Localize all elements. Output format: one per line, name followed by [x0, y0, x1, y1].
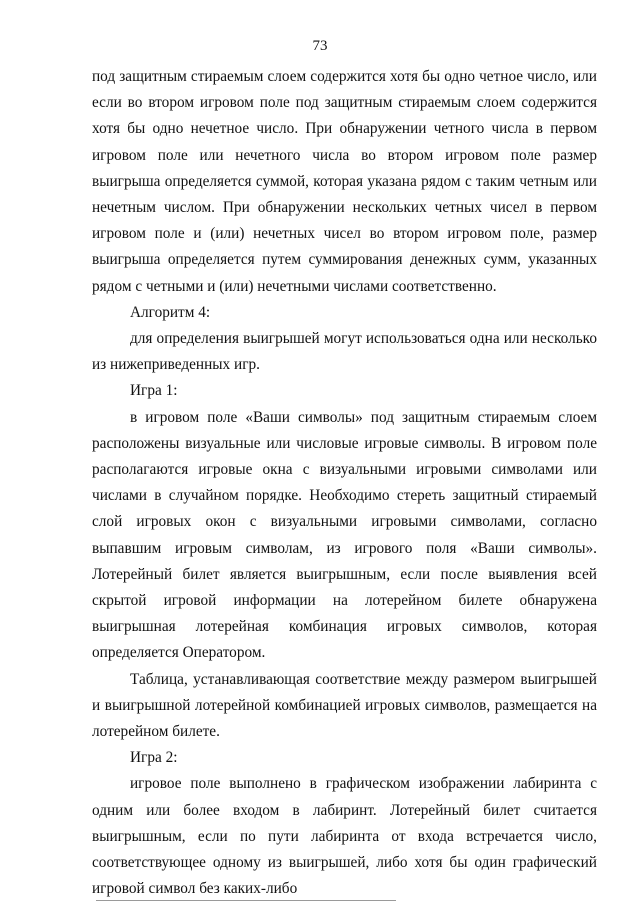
paragraph-algorithm-4-intro: для определения выигрышей могут использоваться одна или несколько из нижеприведенных игр. — [92, 330, 597, 374]
heading-game-2: Игра 2: — [130, 749, 178, 767]
paragraph-prize-table: Таблица, устанавливающая соответствие между размером выигрышей и выигрышной лотерейной комбинацией игровых символов, размещается на лотерейном билете. — [92, 670, 597, 741]
paragraph-game-2-rules: игровое поле выполнено в графическом изображении лабиринта с одним или более входом в лабиринт. Лотерейный билет считается выигрышным, если по пути лабиринта от входа встречается число, соответствующее одному из выигрышей, либо хотя бы один графический игровой символ без каких-либо — [92, 775, 597, 898]
page-bottom-edge — [96, 900, 396, 901]
body-text — [92, 64, 597, 903]
paragraph-game-1-rules: в игровом поле «Ваши символы» под защитным стираемым слоем расположены визуальные или числовые игровые символы. В игровом поле располагаются игровые окна с визуальными игровыми символами или числами в случайном порядке. Необходимо стереть защитный стираемый слой игровых окон с визуальными игровыми символами, согласно выпавшим игровым символам, из игрового поля «Ваши символы». Лотерейный билет является выигрышным, если после выявления всей скрытой игровой информации на лотерейном билете обнаружена выигрышная лотерейная комбинация игровых символов, которая определяется Оператором. — [92, 408, 597, 662]
heading-algorithm-4: Алгоритм 4: — [130, 303, 211, 321]
page-number: 73 — [312, 38, 328, 54]
paragraph-continuation: под защитным стираемым слоем содержится хотя бы одно четное число, или если во втором игровом поле под защитным стираемым слоем содержится хотя бы одно нечетное число. При обнаружении четного числа в первом игровом поле или нечетного числа во втором игровом поле размер выигрыша определяется суммой, которая указана рядом с таким четным или нечетным числом. При обнаружении нескольких четных чисел в первом игровом поле и (или) нечетных чисел во втором игровом поле, размер выигрыша определяется путем суммирования денежных сумм, указанных рядом с четными и (или) нечетными числами соответственно. — [92, 68, 597, 295]
heading-game-1: Игра 1: — [130, 382, 178, 400]
